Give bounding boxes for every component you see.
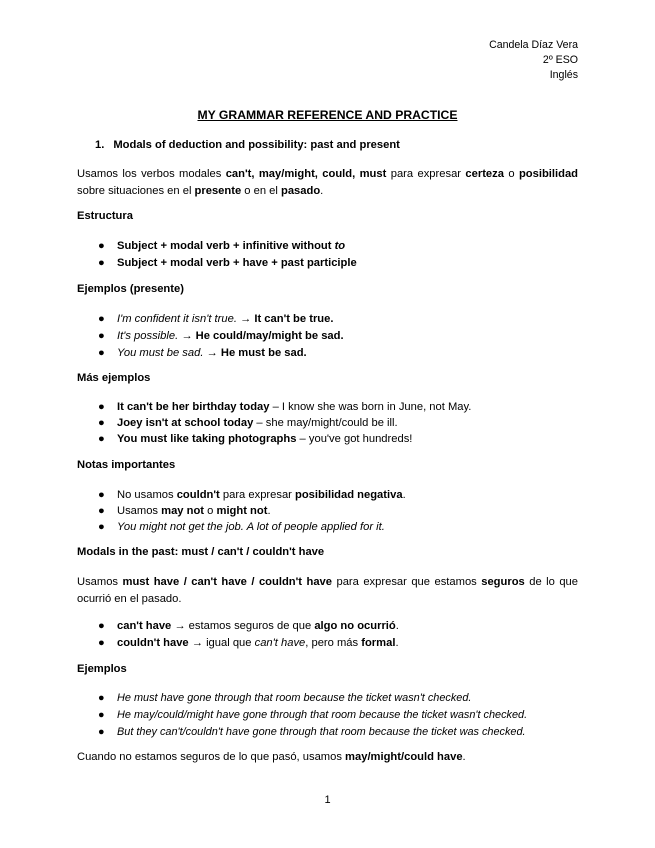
bullet-icon: ● (98, 489, 105, 501)
list-item-text: , pero más (305, 637, 362, 649)
bullet-icon: ● (98, 505, 105, 517)
list-item (98, 503, 406, 519)
list-item-bold: can't have (117, 620, 172, 632)
estructura-heading: Estructura (77, 210, 133, 222)
list-item-text: – she may/might/could be ill. (253, 417, 398, 429)
ejemplos-presente-heading: Ejemplos (presente) (77, 283, 184, 295)
mas-ejemplos-list (98, 399, 471, 447)
notas-list (98, 487, 406, 535)
past-text: Usamos (77, 576, 123, 588)
intro-text: . (320, 185, 324, 197)
notas-heading: Notas importantes (77, 459, 176, 471)
bullet-icon: ● (98, 417, 105, 429)
list-item-bold: Subject + modal verb + infinitive without (117, 240, 335, 252)
list-item-bold: He could/may/might be sad. (195, 330, 344, 342)
past-bold: seguros (481, 576, 525, 588)
list-item-bold: couldn't have (117, 637, 189, 649)
closing-bold: may/might/could have (345, 751, 463, 763)
mas-ejemplos-heading: Más ejemplos (77, 372, 151, 384)
list-item-text: – you've got hundreds! (296, 433, 413, 445)
estructura-list (98, 238, 357, 272)
list-item (98, 519, 406, 535)
course-label: 2º ESO (542, 54, 578, 66)
closing-text: Cuando no estamos seguros de lo que pasó, usamos (77, 751, 346, 763)
intro-bold: certeza (465, 168, 504, 180)
ejemplos-past-list (98, 690, 527, 741)
bullet-icon: ● (98, 347, 105, 359)
list-item (98, 707, 527, 724)
intro-bold: can't, may/might, could, must (225, 168, 387, 180)
list-item-text: No usamos (117, 489, 177, 501)
list-item-bold: may not (161, 505, 205, 517)
page-title: MY GRAMMAR REFERENCE AND PRACTICE (197, 108, 458, 122)
list-item (98, 311, 344, 328)
list-item-italic: He may/could/might have gone through that room because the ticket wasn't checked. (117, 709, 528, 721)
past-text: de lo que ocurrió en el pasado. (77, 576, 579, 605)
section-heading (95, 139, 400, 151)
past-heading: Modals in the past: must / can't / couldn't have (77, 546, 325, 558)
list-item (98, 618, 399, 635)
list-item-bold: formal (361, 637, 396, 649)
section-title: Modals of deduction and possibility: past and present (113, 139, 400, 151)
subject-label: Inglés (549, 69, 578, 81)
past-bold: must have / can't have / couldn't have (122, 576, 332, 588)
arrow-icon: → (203, 347, 221, 359)
bullet-icon: ● (98, 692, 105, 704)
list-item (98, 415, 471, 431)
list-item-bold: It can't be her birthday today (117, 401, 270, 413)
list-item-text: . (395, 637, 399, 649)
past-paragraph (77, 574, 578, 608)
list-item-text: → igual que (188, 637, 255, 649)
list-item-text: para expresar (219, 489, 296, 501)
bullet-icon: ● (98, 709, 105, 721)
list-item-text: – I know she was born in June, not May. (269, 401, 472, 413)
bullet-icon: ● (98, 257, 105, 269)
list-item (98, 255, 357, 272)
closing-text: . (462, 751, 466, 763)
intro-text: Usamos los verbos modales (77, 168, 226, 180)
list-item-bold: He must be sad. (220, 347, 307, 359)
list-item-text: . (395, 620, 399, 632)
bullet-icon: ● (98, 637, 105, 649)
section-number: 1. (95, 139, 105, 151)
arrow-icon: → (236, 313, 255, 325)
list-item-text: . (267, 505, 271, 517)
list-item-italic: It's possible. (117, 330, 179, 342)
list-item (98, 345, 344, 362)
list-item-text: o (204, 505, 217, 517)
list-item (98, 635, 399, 652)
list-item-bold: might not (216, 505, 268, 517)
list-item-italic: But they can't/couldn't have gone through that room because the ticket was checked. (117, 726, 526, 738)
list-item-bold: algo no ocurrió (314, 620, 396, 632)
list-item (98, 431, 471, 447)
bullet-icon: ● (98, 313, 105, 325)
page-number: 1 (324, 794, 331, 806)
document-header (489, 38, 578, 83)
closing-paragraph (77, 751, 466, 763)
bullet-icon: ● (98, 726, 105, 738)
bullet-icon: ● (98, 401, 105, 413)
list-item-bold-italic: to (334, 240, 346, 252)
bullet-icon: ● (98, 521, 105, 533)
bullet-icon: ● (98, 330, 105, 342)
bullet-icon: ● (98, 433, 105, 445)
list-item-bold: Joey isn't at school today (117, 417, 254, 429)
ejemplos-presente-list (98, 311, 344, 362)
list-item-bold: Subject + modal verb + have + past participle (117, 257, 357, 269)
list-item-italic: can't have (254, 637, 306, 649)
list-item-italic: You must be sad. (117, 347, 204, 359)
list-item (98, 487, 406, 503)
arrow-icon: → (178, 330, 196, 342)
intro-text: o en el (241, 185, 281, 197)
list-item (98, 328, 344, 345)
intro-text: sobre situaciones en el (77, 185, 195, 197)
intro-paragraph (77, 166, 578, 200)
past-list (98, 618, 399, 652)
list-item (98, 399, 471, 415)
list-item-bold: couldn't (176, 489, 220, 501)
intro-bold: presente (194, 185, 242, 197)
list-item-bold: posibilidad negativa (295, 489, 403, 501)
past-text: para expresar que estamos (332, 576, 482, 588)
list-item-italic: He must have gone through that room because the ticket wasn't checked. (117, 692, 472, 704)
list-item-text: . (402, 489, 406, 501)
list-item (98, 238, 357, 255)
list-item-text: Usamos (117, 505, 162, 517)
intro-bold: posibilidad (518, 168, 578, 180)
bullet-icon: ● (98, 620, 105, 632)
list-item (98, 724, 527, 741)
intro-text: o (503, 168, 519, 180)
list-item-text: → estamos seguros de que (171, 620, 315, 632)
intro-bold: pasado (281, 185, 321, 197)
author-name: Candela Díaz Vera (489, 39, 578, 51)
bullet-icon: ● (98, 240, 105, 252)
list-item-bold: You must like taking photographs (117, 433, 297, 445)
list-item (98, 690, 527, 707)
ejemplos-past-heading: Ejemplos (77, 663, 127, 675)
intro-text: para expresar (386, 168, 466, 180)
list-item-italic: I'm confident it isn't true. (117, 313, 237, 325)
list-item-italic: You might not get the job. A lot of people applied for it. (117, 521, 385, 533)
list-item-bold: It can't be true. (254, 313, 334, 325)
